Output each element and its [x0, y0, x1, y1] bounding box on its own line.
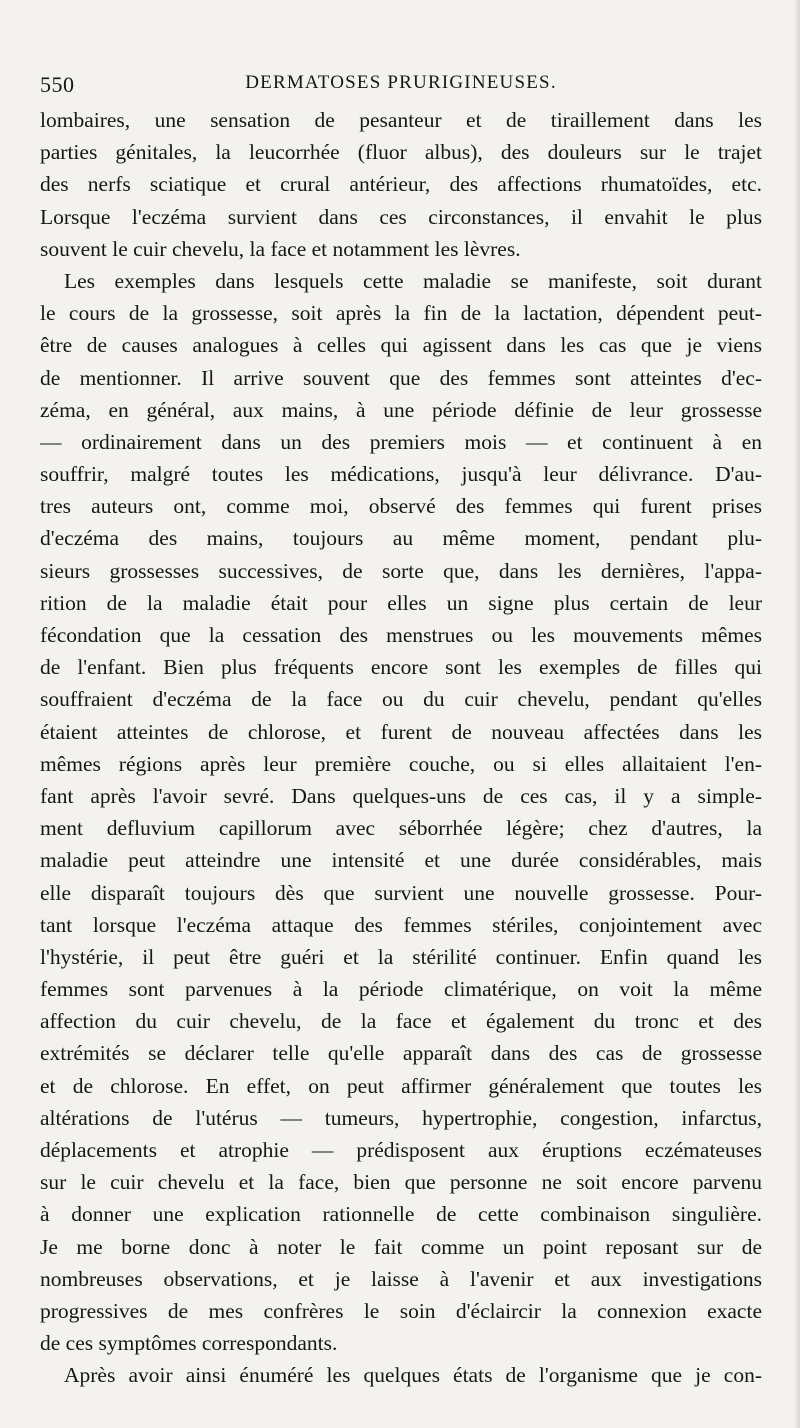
text-line: de l'enfant. Bien plus fréquents encore sont les exemples de filles qui — [40, 655, 762, 680]
text-line: elle disparaît toujours dès que survient une nouvelle grossesse. Pour- — [40, 880, 762, 905]
text-line: l'hystérie, il peut être guéri et la stérilité continuer. Enfin quand les — [40, 944, 762, 969]
text-line: affection du cuir chevelu, de la face et également du tronc et des — [40, 1009, 762, 1034]
text-line: nombreuses observations, et je laisse à l'avenir et aux investigations — [40, 1266, 762, 1291]
text-line: étaient atteintes de chlorose, et furent de nouveau affectées dans les — [40, 719, 762, 744]
page-header — [40, 72, 762, 102]
text-line: extrémités se déclarer telle qu'elle apparaît dans des cas de grossesse — [40, 1041, 762, 1066]
text-line: être de causes analogues à celles qui agissent dans les cas que je viens — [40, 333, 762, 358]
text-line: femmes sont parvenues à la période climatérique, on voit la même — [40, 977, 762, 1002]
text-line: souffraient d'eczéma de la face ou du cuir chevelu, pendant qu'elles — [40, 687, 762, 712]
text-line: fant après l'avoir sevré. Dans quelques-uns de ces cas, il y a simple- — [40, 783, 762, 808]
paragraph-start-line: Après avoir ainsi énuméré les quelques états de l'organisme que je con- — [64, 1363, 762, 1388]
text-line: souffrir, malgré toutes les médications, jusqu'à leur délivrance. D'au- — [40, 462, 762, 487]
text-line: zéma, en général, aux mains, à une période définie de leur grossesse — [40, 397, 762, 422]
text-line: et de chlorose. En effet, on peut affirmer généralement que toutes les — [40, 1073, 762, 1098]
text-line: des nerfs sciatique et crural antérieur, des affections rhumatoïdes, etc. — [40, 172, 762, 197]
page-edge-shadow — [794, 0, 800, 1428]
text-line: tant lorsque l'eczéma attaque des femmes stériles, conjointement avec — [40, 912, 762, 937]
text-line: parties génitales, la leucorrhée (fluor albus), des douleurs sur le trajet — [40, 140, 762, 165]
text-line: ment defluvium capillorum avec séborrhée légère; chez d'autres, la — [40, 816, 762, 841]
text-line: progressives de mes confrères le soin d'éclaircir la connexion exacte — [40, 1298, 762, 1323]
text-line: lombaires, une sensation de pesanteur et de tiraillement dans les — [40, 108, 762, 132]
text-line: tres auteurs ont, comme moi, observé des femmes qui furent prises — [40, 494, 762, 519]
paragraph-start-line: Les exemples dans lesquels cette maladie se manifeste, soit durant — [64, 268, 762, 293]
text-line: — ordinairement dans un des premiers mois — et continuent à en — [40, 429, 762, 454]
text-line: mêmes régions après leur première couche, ou si elles allaitaient l'en- — [40, 751, 762, 776]
text-line: sur le cuir chevelu et la face, bien que personne ne soit encore parvenu — [40, 1170, 762, 1195]
text-line: Je me borne donc à noter le fait comme un point reposant sur de — [40, 1234, 762, 1259]
running-title: DERMATOSES PRURIGINEUSES. — [245, 72, 557, 93]
body-text — [40, 104, 762, 1392]
text-line: déplacements et atrophie — prédisposent aux éruptions eczémateuses — [40, 1138, 762, 1162]
text-line: rition de la maladie était pour elles un signe plus certain de leur — [40, 590, 762, 615]
text-line: maladie peut atteindre une intensité et une durée considérables, mais — [40, 848, 762, 873]
text-line: souvent le cuir chevelu, la face et notamment les lèvres. — [40, 236, 521, 261]
text-line: de ces symptômes correspondants. — [40, 1331, 338, 1356]
page-number: 550 — [40, 72, 75, 97]
text-line: de mentionner. Il arrive souvent que des femmes sont atteintes d'ec- — [40, 365, 762, 390]
text-line: sieurs grossesses successives, de sorte que, dans les dernières, l'appa- — [40, 558, 762, 583]
text-line: le cours de la grossesse, soit après la fin de la lactation, dépendent peut- — [40, 301, 762, 326]
text-line: d'eczéma des mains, toujours au même moment, pendant plu- — [40, 526, 762, 551]
text-line: fécondation que la cessation des menstrues ou les mouvements mêmes — [40, 623, 762, 647]
text-line: à donner une explication rationnelle de cette combinaison singulière. — [40, 1202, 762, 1227]
text-line: Lorsque l'eczéma survient dans ces circonstances, il envahit le plus — [40, 204, 762, 229]
text-line: altérations de l'utérus — tumeurs, hypertrophie, congestion, infarctus, — [40, 1105, 762, 1130]
